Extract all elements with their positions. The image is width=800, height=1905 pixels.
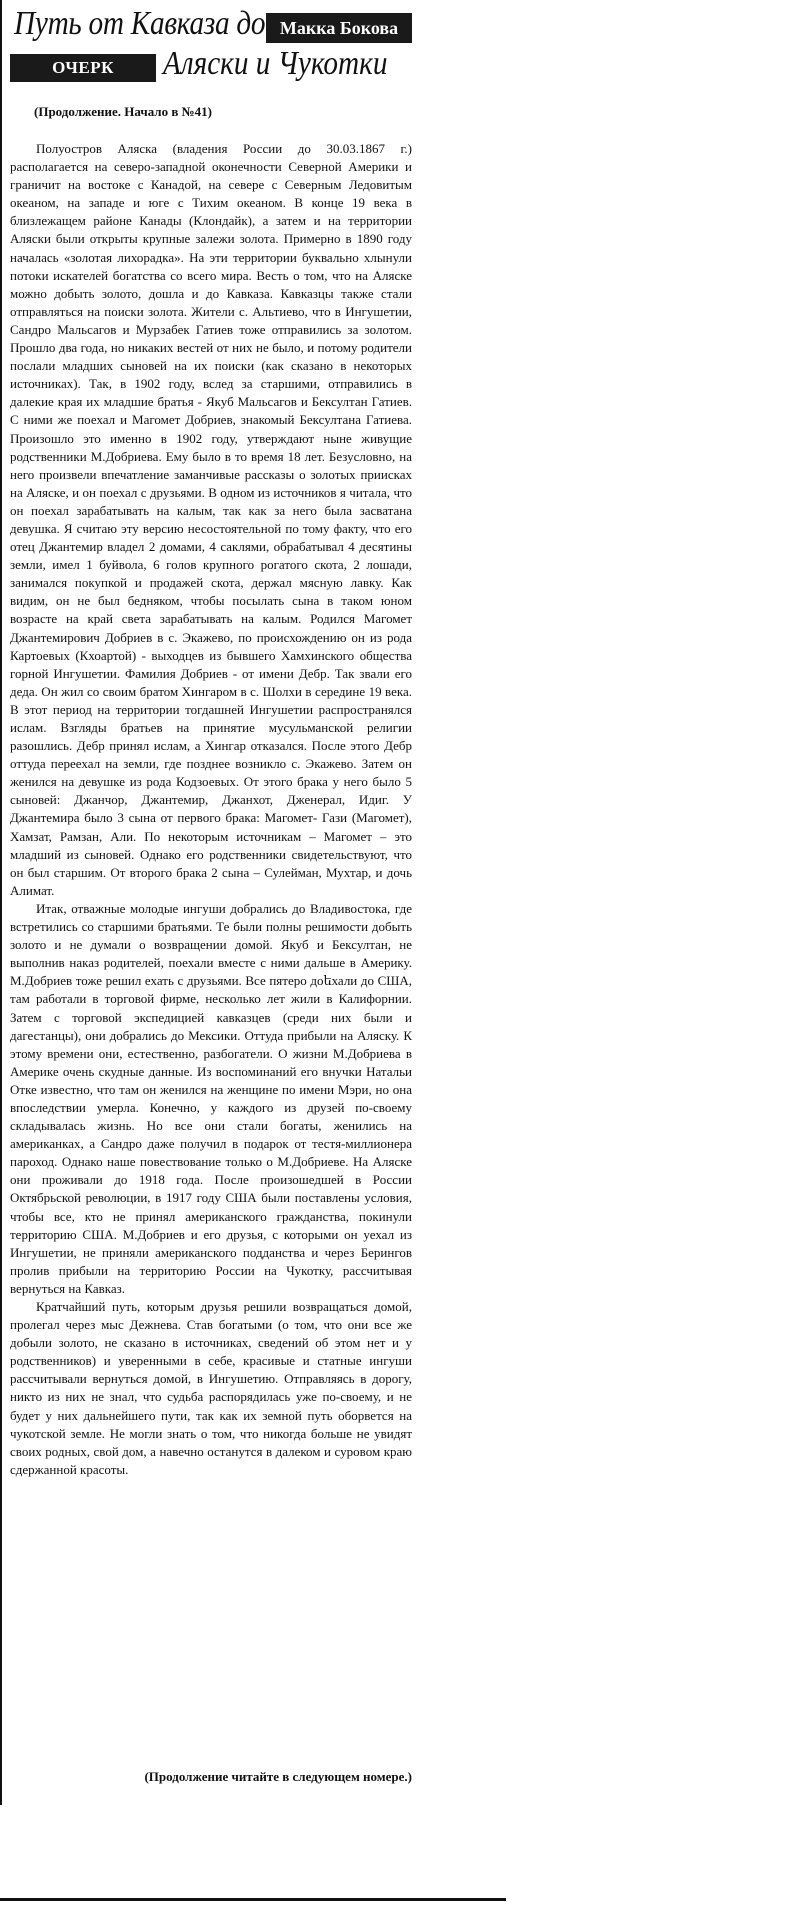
bottom-rule	[0, 1898, 506, 1901]
rubric-badge: ОЧЕРК	[10, 54, 156, 82]
article-body	[10, 140, 412, 1479]
author-badge: Макка Бокова	[266, 13, 412, 43]
article-paragraph: Полуостров Аляска (владения России до 30.03.1867 г.) располагается на северо-западной оконечности Северной Америки и граничит на востоке с Канадой, на севере с Северным Ледовитым океаном, на западе и юге с Тихим океаном. В конце 19 века в близлежащем районе Канады (Клондайк), а затем и на территории Аляски были открыты крупные залежи золота. Примерно в 1890 году началась «золотая лихорадка». На эти территории буквально хлынули потоки искателей богатства со всего мира. Весть о том, что на Аляске можно добыть золото, дошла и до Кавказа. Кавказцы также стали отправляться на поиски золота. Жители с. Альтиево, что в Ингушетии, Сандро Мальсагов и Мурзабек Гатиев тоже отправились за золотом. Прошло два года, но никаких вестей от них не было, и потому родители послали младших сыновей на их поиски (как сказано в некоторых источниках). Так, в 1902 году, вслед за старшими, отправились в далекие края их младшие братья - Якуб Мальсагов и Бексултан Гатиев. С ними же поехал и Магомет Добриев, знакомый Бексултана Гатиева. Произошло это именно в 1902 году, утверждают ныне живущие родственники М.Добриева. Ему было в то время 18 лет. Безусловно, на него произвели впечатление заманчивые рассказы о золотых приисках на Аляске, и он поехал с друзьями. В одном из источников я читала, что он поехал зарабатывать на калым, так как за него была засватана девушка. Я считаю эту версию несостоятельной по тому факту, что его отец Джантемир владел 2 домами, 4 саклями, обрабатывал 4 десятины земли, имел 1 буйвола, 6 голов крупного рогатого скота, 2 лошади, занимался покупкой и продажей скота, держал мясную лавку. Как видим, он не был бедняком, чтобы посылать сына в таком юном возрасте на край света зарабатывать на калым. Родился Магомет Джантемирович Добриев в с. Экажево, по происхождению он из рода Картоевых (Кхоартой) - выходцев из бывшего Хамхинского общества горной Ингушетии. Фамилия Добриев - от имени Дебр. Так звали его деда. Он жил со своим братом Хингаром в с. Шолхи в середине 19 века. В этот период на территории тогдашней Ингушетии распространялся ислам. Взгляды братьев на принятие мусульманской религии разошлись. Дебр принял ислам, а Хингар отказался. После этого Дебр оттуда переехал на земли, где позднее возникло с. Экажево. Затем он женился на девушке из рода Кодзоевых. От этого брака у него было 5 сыновей: Джанчор, Джантемир, Джанхот, Дженерал, Идиг. У Джантемира было 3 сына от первого брака: Магомет- Гази (Магомет), Хамзат, Рамзан, Али. По некоторым источникам – Магомет – это младший из сыновей. Однако его родственники свидетельствуют, что он был старшим. От второго брака 2 сына – Сулейман, Мухтар, и дочь Алимат.	[10, 141, 412, 898]
article-paragraph: Кратчайший путь, которым друзья решили возвращаться домой, пролегал через мыс Дежнева. Став богатыми (о том, что они все же добыли золото, не сказано в источниках, сведений об этом нет и у родственников) и уверенными в себе, красивые и статные ингуши рассчитывали вернуться домой, в Ингушетию. Отправляясь в дорогу, никто из них не знал, что судьба распорядилась уже по-своему, и не будет у них дальнейшего пути, так как их земной путь оборвется на чукотской земле. Не могли знать о том, что никогда больше не увидят своих родных, свой дом, а навечно останутся в далеком и суровом краю сдержанной красоты.	[10, 1299, 412, 1477]
title-line-2: Аляски и Чукотки	[163, 45, 388, 82]
continued-note: (Продолжение. Начало в №41)	[34, 104, 213, 119]
title-line-1: Путь от Кавказа до	[14, 5, 266, 42]
article-paragraph: Итак, отважные молодые ингуши добрались до Владивостока, где встретились со старшими братьями. Те были полны решимости добыть золото и не думали о возвращении домой. Якуб и Бексултан, не выполнив наказ родителей, поехали вместе с ними дальше в Америку. М.Добриев тоже решил ехать с друзьями. Все пятеро доեхали до США, там работали в торговой фирме, несколько лет жили в Калифорнии. Затем с торговой экспедицией кавказцев (среди них были и дагестанцы), они добрались до Мексики. Оттуда прибыли на Аляску. К этому времени они, естественно, разбогатели. О жизни М.Добриева в Америке очень скудные данные. Из воспоминаний его внучки Натальи Отке известно, что там он женился на женщине по имени Мэри, но она впоследствии умерла. Конечно, у каждого из друзей по-своему складывалась жизнь. Но все они стали богаты, женились на американках, а Сандро даже получил в подарок от тестя-миллионера пароход. Однако наше повествование только о М.Добриеве. На Аляске они проживали до 1918 года. После произошедшей в России Октябрьской революции, в 1917 году США были поставлены условия, чтобы все, кто не принял американского гражданства, покинули территорию США. М.Добриев и его друзья, с которыми он уехал из Ингушетии, не приняли американского подданства и через Берингов пролив прибыли на территорию России на Чукотку, рассчитывая вернуться на Кавказ.	[10, 900, 412, 1296]
left-column-rule	[0, 0, 2, 1805]
to-be-continued-note: (Продолжение читайте в следующем номере.)	[144, 1769, 412, 1784]
